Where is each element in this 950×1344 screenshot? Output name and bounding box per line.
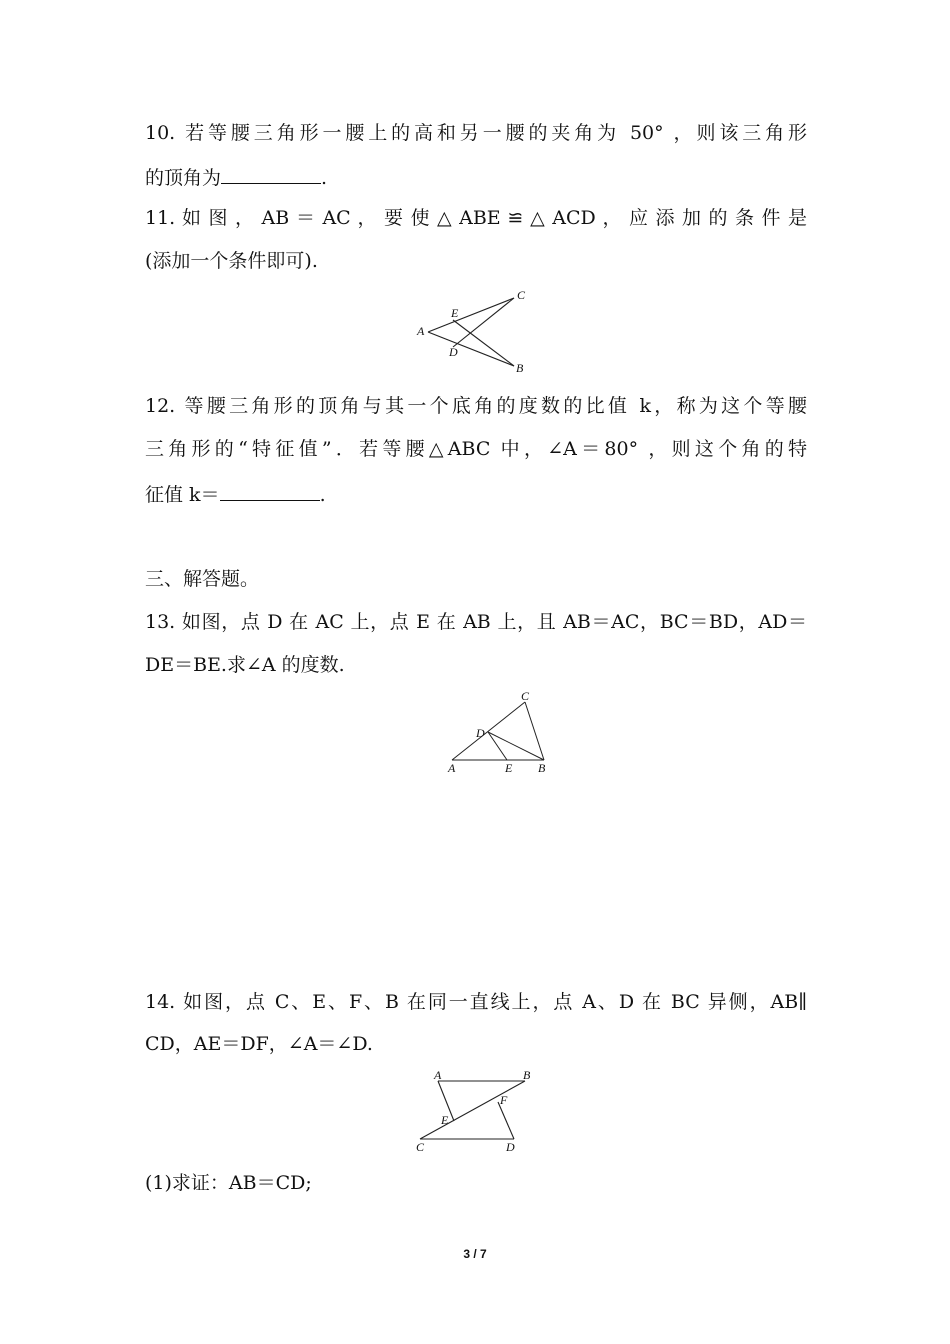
q11-line-1: 11. 如 图 ， AB ＝ AC ， 要 使 △ ABE ≌ △ ACD ， 应 添 加 的 条 件 是 (145, 207, 807, 229)
q12-line-2: 三角形的“特征值”．若等腰△ABC 中，∠A＝80° ，则这个角的特 (145, 438, 807, 460)
q11-segment-eb (453, 320, 514, 366)
q10-line-2-suffix: . (321, 167, 328, 189)
q13-segment-ac (452, 702, 525, 760)
q11-segment-cd (453, 298, 514, 347)
q10-line-2 (145, 163, 327, 190)
q13-label-e: E (505, 761, 513, 775)
q14-part-1: (1)求证：AB＝CD; (145, 1172, 312, 1194)
q10-answer-blank[interactable] (221, 163, 321, 184)
q14-figure (410, 1066, 550, 1158)
page-number: 3 / 7 (463, 1247, 487, 1261)
q11-label-b: B (516, 361, 524, 375)
q13-figure (440, 688, 560, 778)
q12-line-3 (145, 480, 326, 507)
q13-label-a: A (448, 761, 456, 775)
q12-answer-blank[interactable] (220, 480, 320, 501)
q11-figure (410, 285, 540, 377)
section-title: 三、解答题。 (145, 568, 260, 590)
q13-figure-svg (440, 688, 560, 778)
q10-line-1: 10. 若等腰三角形一腰上的高和另一腰的夹角为 50° ，则该三角形 (145, 122, 807, 144)
q14-label-a: A (434, 1068, 442, 1082)
q11-figure-svg (410, 285, 540, 377)
q14-label-c: C (416, 1140, 425, 1154)
q14-line-2: CD，AE＝DF，∠A＝∠D. (145, 1033, 373, 1055)
q11-segment-ac (428, 298, 514, 332)
q10-line-2-prefix: 的顶角为 (145, 167, 222, 189)
q11-line-2: (添加一个条件即可). (145, 250, 318, 272)
q13-line-1: 13. 如图，点 D 在 AC 上，点 E 在 AB 上，且 AB＝AC，BC＝BD，AD＝ (145, 611, 807, 633)
q14-segment-cb (420, 1081, 525, 1139)
q14-label-b: B (523, 1068, 531, 1082)
q14-label-d: D (506, 1140, 515, 1154)
q13-label-c: C (521, 689, 530, 703)
q14-segment-df (498, 1102, 514, 1139)
q13-line-2: DE＝BE.求∠A 的度数. (145, 654, 345, 676)
q13-label-b: B (538, 761, 546, 775)
q13-label-d: D (476, 726, 485, 740)
q14-label-f: F (500, 1093, 508, 1107)
q11-label-c: C (517, 288, 526, 302)
q14-label-e: E (441, 1113, 449, 1127)
q13-segment-db (488, 732, 544, 760)
q12-line-3-suffix: . (319, 484, 326, 506)
q12-line-1: 12. 等腰三角形的顶角与其一个底角的度数的比值 k，称为这个等腰 (145, 395, 807, 417)
q11-label-a: A (417, 324, 425, 338)
q11-label-d: D (449, 345, 458, 359)
q14-figure-svg (410, 1066, 550, 1158)
q12-line-3-prefix: 征值 k＝ (145, 484, 220, 506)
q11-label-e: E (451, 306, 459, 320)
q11-segment-ab (428, 332, 514, 366)
q13-segment-cb (525, 702, 544, 760)
q14-line-1: 14. 如图，点 C、E、F、B 在同一直线上，点 A、D 在 BC 异侧，AB∥ (145, 991, 807, 1013)
